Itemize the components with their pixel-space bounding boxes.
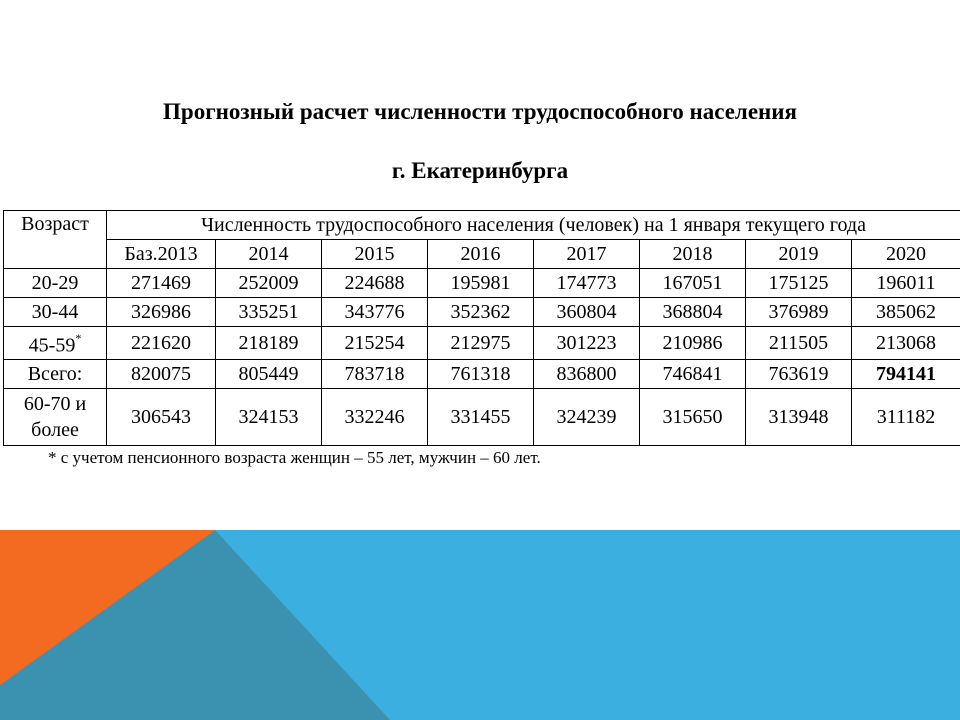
decorative-band	[0, 530, 960, 720]
age-label: 45-59	[28, 334, 76, 357]
footnote-marker: *	[75, 331, 82, 345]
value-cell: 324239	[534, 388, 640, 445]
value-cell: 805449	[216, 359, 322, 388]
decorative-band-graphic	[0, 530, 960, 720]
age-cell: 30-44	[4, 298, 107, 327]
total-row	[4, 359, 960, 388]
year-header: 2016	[428, 240, 534, 269]
year-header: 2019	[746, 240, 852, 269]
value-cell: 783718	[322, 359, 428, 388]
year-header: Баз.2013	[107, 240, 216, 269]
value-cell: 836800	[534, 359, 640, 388]
table-row	[4, 327, 960, 360]
value-cell-highlight: 794141	[852, 359, 960, 388]
table-row	[4, 298, 960, 327]
header-row	[4, 211, 960, 240]
value-cell: 211505	[746, 327, 852, 360]
footnote: * с учетом пенсионного возраста женщин – 55 лет, мужчин – 60 лет.	[48, 448, 541, 467]
table-row	[4, 269, 960, 298]
value-cell: 210986	[640, 327, 746, 360]
value-cell: 335251	[216, 298, 322, 327]
value-cell: 306543	[107, 388, 216, 445]
value-cell: 368804	[640, 298, 746, 327]
population-table	[3, 210, 960, 446]
value-cell: 195981	[428, 269, 534, 298]
value-cell: 213068	[852, 327, 960, 360]
value-cell: 746841	[640, 359, 746, 388]
value-cell: 331455	[428, 388, 534, 445]
year-header: 2020	[852, 240, 960, 269]
value-cell: 221620	[107, 327, 216, 360]
year-header: 2014	[216, 240, 322, 269]
value-cell: 761318	[428, 359, 534, 388]
year-header: 2015	[322, 240, 428, 269]
value-cell: 385062	[852, 298, 960, 327]
years-row	[4, 240, 960, 269]
value-cell: 315650	[640, 388, 746, 445]
year-header: 2017	[534, 240, 640, 269]
value-cell: 376989	[746, 298, 852, 327]
value-cell: 224688	[322, 269, 428, 298]
value-cell: 763619	[746, 359, 852, 388]
value-cell: 301223	[534, 327, 640, 360]
age-cell: Всего:	[4, 359, 107, 388]
value-cell: 332246	[322, 388, 428, 445]
age-cell	[4, 388, 107, 445]
age-header: Возраст	[4, 211, 107, 269]
age-cell	[4, 327, 107, 360]
value-cell: 174773	[534, 269, 640, 298]
value-cell: 196011	[852, 269, 960, 298]
table-row	[4, 388, 960, 445]
value-cell: 167051	[640, 269, 746, 298]
value-cell: 343776	[322, 298, 428, 327]
age-label-line2: более	[31, 418, 79, 441]
value-cell: 324153	[216, 388, 322, 445]
slide-subtitle: г. Екатеринбурга	[391, 158, 569, 183]
age-cell: 20-29	[4, 269, 107, 298]
value-cell: 311182	[852, 388, 960, 445]
year-header: 2018	[640, 240, 746, 269]
slide-title: Прогнозный расчет численности трудоспособного населения	[163, 99, 797, 124]
value-cell: 326986	[107, 298, 216, 327]
value-cell: 313948	[746, 388, 852, 445]
value-cell: 218189	[216, 327, 322, 360]
value-cell: 360804	[534, 298, 640, 327]
value-cell: 820075	[107, 359, 216, 388]
value-cell: 212975	[428, 327, 534, 360]
value-cell: 175125	[746, 269, 852, 298]
age-label-line1: 60-70 и	[23, 392, 87, 415]
value-cell: 252009	[216, 269, 322, 298]
value-cell: 352362	[428, 298, 534, 327]
value-cell: 215254	[322, 327, 428, 360]
value-cell: 271469	[107, 269, 216, 298]
group-header: Численность трудоспособного населения (человек) на 1 января текущего года	[107, 211, 960, 240]
